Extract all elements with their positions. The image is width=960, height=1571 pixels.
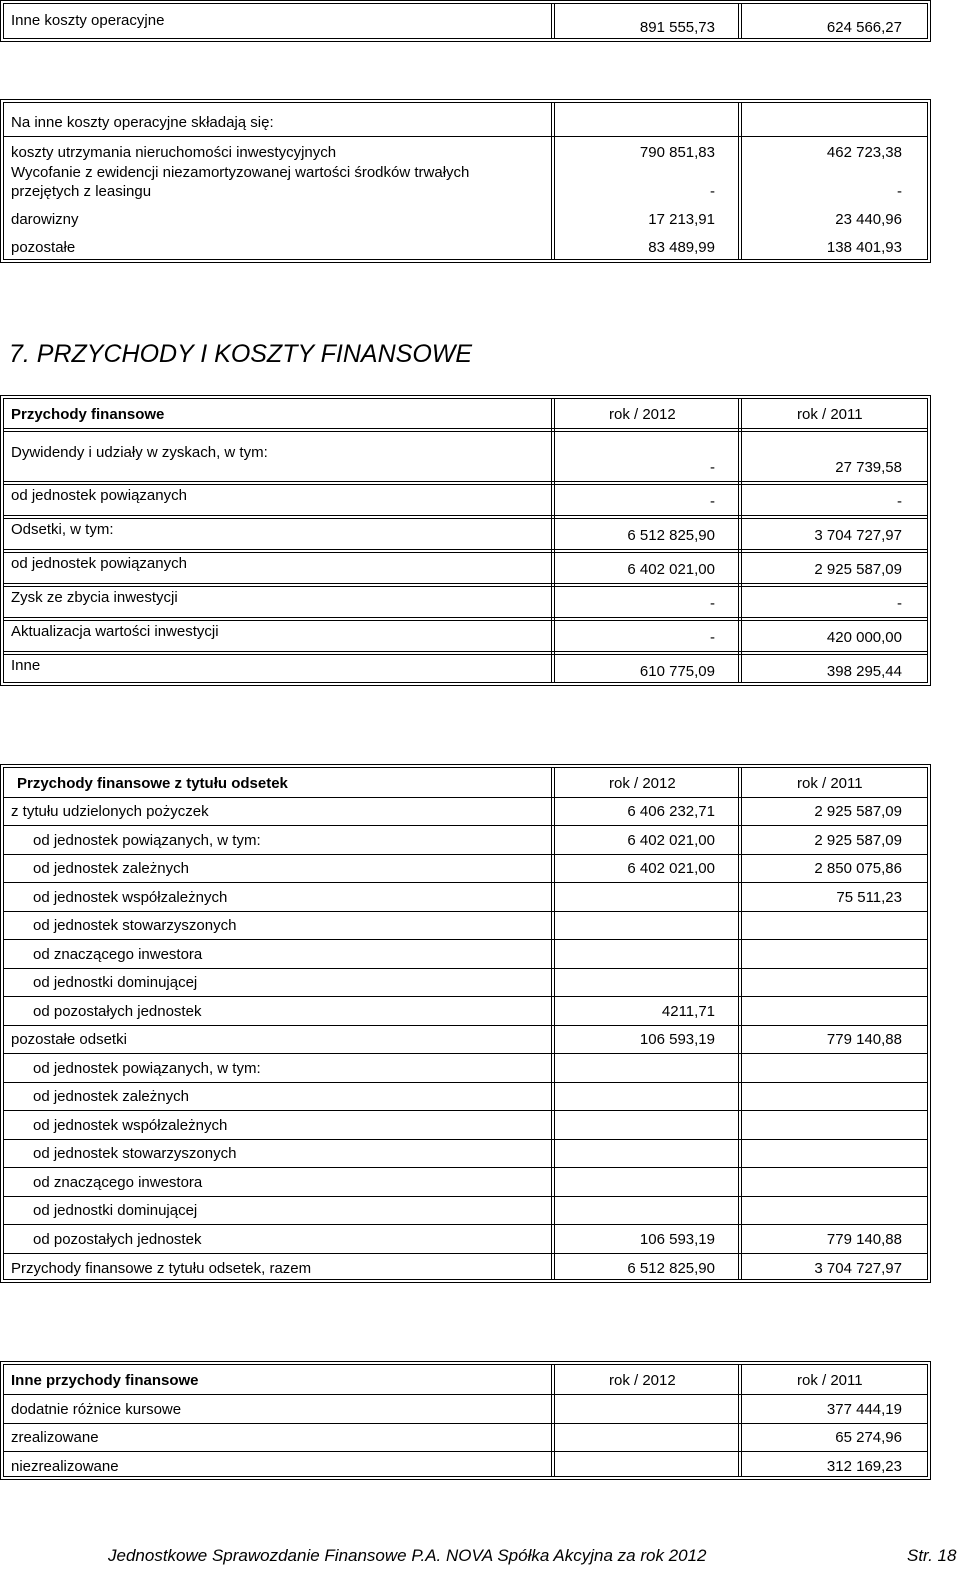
fin-income-row-2012: 6 402 021,00 [627,561,715,578]
interest-total-label: Przychody finansowe z tytułu odsetek, razem [11,1260,312,1277]
fin-income-row-2011: 3 704 727,97 [814,527,902,544]
interest-row-label: od jednostki dominującej [33,974,198,991]
fin-income-row-label: od jednostek powiązanych [11,487,187,504]
composition-header: Na inne koszty operacyjne składają się: [11,114,274,131]
other-fin-row-2011: 312 169,23 [826,1458,902,1475]
composition-row-2011: - [897,183,902,200]
composition-row-2011: 23 440,96 [835,211,902,228]
row-separator [4,1082,927,1083]
interest-row-label: od znaczącego inwestora [33,946,203,963]
interest-row-2011: 2 925 587,09 [814,832,902,849]
row-separator [4,854,927,855]
row-separator [4,1196,927,1197]
interest-header-label: Przychody finansowe z tytułu odsetek [17,775,288,792]
interest-header-2012: rok / 2012 [609,775,676,792]
other-fin-header-label: Inne przychody finansowe [11,1372,199,1389]
interest-row-label: od jednostek zależnych [33,1088,189,1105]
fin-income-row-label: Inne [11,657,41,674]
fin-income-row-2012: - [710,493,715,510]
interest-row-2011: 779 140,88 [826,1231,902,1248]
interest-row-label: z tytułu udzielonych pożyczek [11,803,209,820]
row-separator [4,968,927,969]
composition-row-2012: - [710,183,715,200]
fin-income-header-label: Przychody finansowe [11,406,165,423]
other-fin-header-2012: rok / 2012 [609,1372,676,1389]
fin-income-row-label: Dywidendy i udziały w zyskach, w tym: [11,444,268,461]
other-fin-row-2011: 65 274,96 [835,1429,902,1446]
row-separator [4,939,927,940]
row-separator [4,1110,927,1111]
other-fin-row-2011: 377 444,19 [826,1401,902,1418]
other-operating-costs-2011: 624 566,27 [826,19,902,36]
interest-row-label: od jednostek powiązanych, w tym: [33,1060,261,1077]
interest-row-label: od pozostałych jednostek [33,1003,202,1020]
interest-header-2011: rok / 2011 [797,775,863,792]
fin-income-row-label: Zysk ze zbycia inwestycji [11,589,178,606]
fin-income-row-2012: 610 775,09 [639,663,715,680]
row-separator [4,1025,927,1026]
interest-row-2012: 6 402 021,00 [627,860,715,877]
interest-row-label: od znaczącego inwestora [33,1174,203,1191]
row-separator [4,1053,927,1054]
row-separator [4,911,927,912]
interest-total-2011: 3 704 727,97 [814,1260,902,1277]
interest-row-label: od jednostek współzależnych [33,889,228,906]
composition-row-2012: 83 489,99 [648,239,715,256]
fin-income-row-2011: - [897,493,902,510]
other-fin-row-label: niezrealizowane [11,1458,119,1475]
interest-row-2011: 75 511,23 [836,889,902,906]
row-separator [4,1167,927,1168]
fin-income-row-label: Aktualizacja wartości inwestycji [11,623,219,640]
composition-row-label-line2: przejętych z leasingu [11,183,152,200]
row-separator [4,1139,927,1140]
composition-row-label: koszty utrzymania nieruchomości inwestycyjnych [11,144,337,161]
fin-income-row-2011: 420 000,00 [826,629,902,646]
row-separator [4,996,927,997]
interest-total-2012: 6 512 825,90 [627,1260,715,1277]
section-title: 7. PRZYCHODY I KOSZTY FINANSOWE [9,340,473,368]
interest-row-2012: 6 406 232,71 [627,803,715,820]
fin-income-row-2012: 6 512 825,90 [627,527,715,544]
interest-row-2011: 2 925 587,09 [814,803,902,820]
row-separator [4,825,927,826]
interest-row-2012: 106 593,19 [639,1031,715,1048]
fin-income-header-2011: rok / 2011 [797,406,863,423]
row-separator [4,797,927,798]
composition-row-2011: 462 723,38 [826,144,902,161]
composition-row-label: darowizny [11,211,79,228]
composition-row-2012: 790 851,83 [639,144,715,161]
other-fin-header-2011: rok / 2011 [797,1372,863,1389]
fin-income-row-2011: 398 295,44 [826,663,902,680]
interest-row-2012: 106 593,19 [639,1231,715,1248]
interest-row-2011: 779 140,88 [826,1031,902,1048]
other-fin-row-label: dodatnie różnice kursowe [11,1401,182,1418]
composition-row-2012: 17 213,91 [648,211,715,228]
other-operating-costs-2012: 891 555,73 [639,19,715,36]
fin-income-row-2011: - [897,595,902,612]
interest-row-label: od jednostek zależnych [33,860,189,877]
fin-income-row-label: Odsetki, w tym: [11,521,114,538]
interest-row-label: od jednostek powiązanych, w tym: [33,832,261,849]
interest-row-2012: 6 402 021,00 [627,832,715,849]
row-separator [4,1224,927,1225]
fin-income-row-2011: 27 739,58 [835,459,902,476]
composition-row-2011: 138 401,93 [826,239,902,256]
row-separator [4,1253,927,1254]
other-operating-costs-label: Inne koszty operacyjne [11,12,165,29]
fin-income-row-2012: - [710,629,715,646]
composition-row-label: pozostałe [11,239,76,256]
interest-row-label: od jednostek stowarzyszonych [33,1145,237,1162]
row-separator [4,882,927,883]
interest-row-label: od pozostałych jednostek [33,1231,202,1248]
page-number: Str. 18 [907,1546,957,1565]
fin-income-header-2012: rok / 2012 [609,406,676,423]
interest-row-label: od jednostek stowarzyszonych [33,917,237,934]
fin-income-row-2012: - [710,459,715,476]
other-fin-row-label: zrealizowane [11,1429,99,1446]
interest-row-label: od jednostek współzależnych [33,1117,228,1134]
interest-row-2011: 2 850 075,86 [814,860,902,877]
fin-income-row-2012: - [710,595,715,612]
interest-row-2012: 4211,71 [661,1003,715,1020]
composition-row-label-line1: Wycofanie z ewidencji niezamortyzowanej wartości środków trwałych [11,164,470,181]
footer-text: Jednostkowe Sprawozdanie Finansowe P.A. NOVA Spółka Akcyjna za rok 2012 [108,1546,707,1565]
interest-row-label: od jednostki dominującej [33,1202,198,1219]
fin-income-row-2011: 2 925 587,09 [814,561,902,578]
interest-row-label: pozostałe odsetki [11,1031,127,1048]
fin-income-row-label: od jednostek powiązanych [11,555,187,572]
